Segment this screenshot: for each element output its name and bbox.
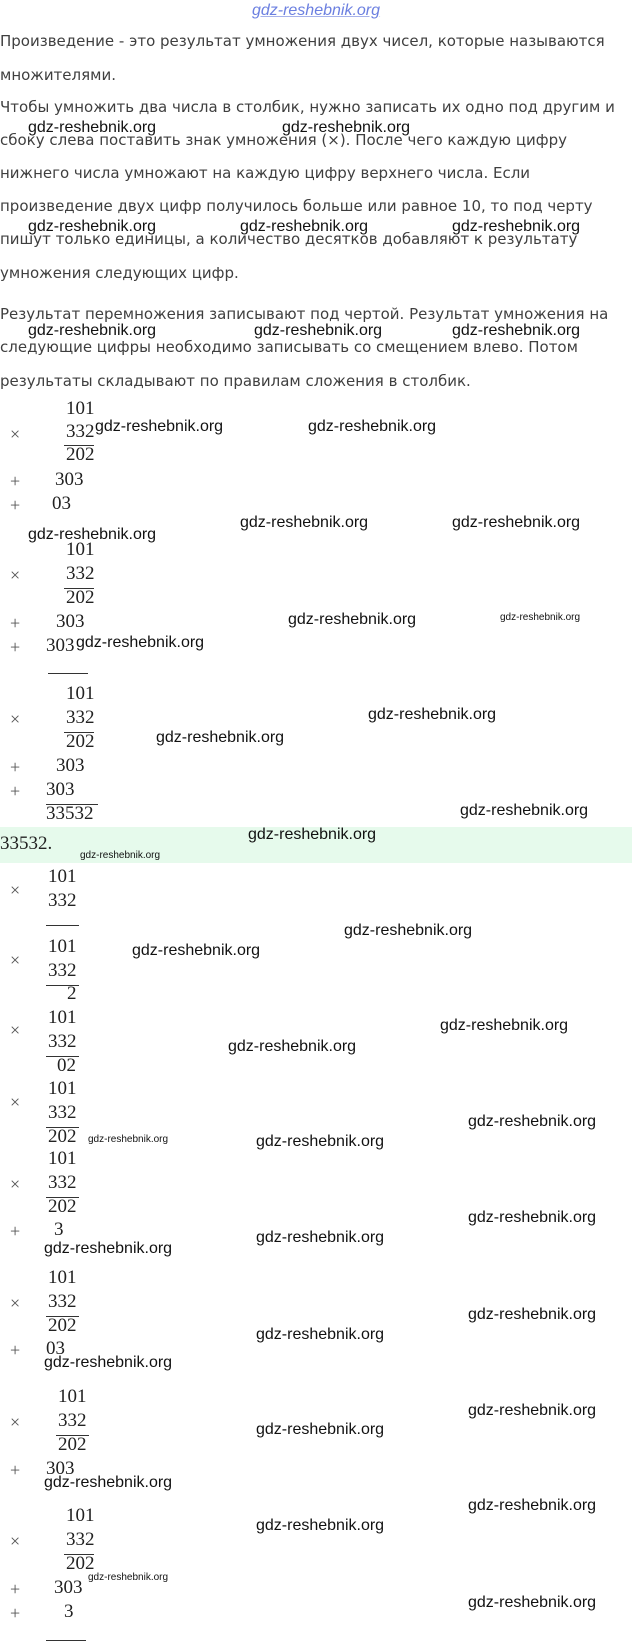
watermark-text: gdz-reshebnik.org — [28, 322, 157, 339]
multiplicand: 101 — [66, 539, 95, 560]
result-bar — [48, 673, 88, 674]
plus-sign: + — [10, 613, 21, 633]
result-bar — [46, 925, 79, 926]
watermark-text: gdz-reshebnik.org — [228, 1038, 357, 1055]
partial-product: 303 — [46, 1458, 75, 1479]
partial-product: 202 — [66, 444, 95, 465]
times-sign: × — [10, 424, 21, 444]
times-sign: × — [10, 1174, 21, 1194]
multiplicand: 101 — [66, 1505, 95, 1526]
partial-product: 202 — [48, 1315, 77, 1336]
multiplicand: 101 — [66, 398, 95, 419]
watermark-text: gdz-reshebnik.org — [44, 1354, 173, 1371]
multiplier: 332 — [66, 1529, 95, 1550]
watermark-text: gdz-reshebnik.org — [468, 1113, 597, 1130]
watermark-text: gdz-reshebnik.org — [452, 514, 581, 531]
multiplicand: 101 — [48, 1078, 77, 1099]
watermark-text: gdz-reshebnik.org — [132, 942, 261, 959]
watermark-text: gdz-reshebnik.org — [44, 1240, 173, 1257]
plus-sign: + — [10, 495, 21, 515]
watermark-text: gdz-reshebnik.org — [500, 612, 581, 623]
partial-product: 303 — [55, 469, 84, 490]
plus-sign: + — [10, 1221, 21, 1241]
partial-product: 02 — [57, 1055, 76, 1076]
times-sign: × — [10, 565, 21, 585]
watermark-text: gdz-reshebnik.org — [256, 1229, 385, 1246]
partial-product: 202 — [66, 1553, 95, 1574]
partial-product: 3 — [64, 1601, 74, 1622]
multiplicand: 101 — [66, 683, 95, 704]
watermark-text: gdz-reshebnik.org — [248, 826, 377, 843]
watermark-text: gdz-reshebnik.org — [88, 1134, 169, 1145]
plus-sign: + — [10, 1460, 21, 1480]
watermark-text: gdz-reshebnik.org — [95, 418, 224, 435]
watermark-text: gdz-reshebnik.org — [256, 1517, 385, 1534]
multiplier: 332 — [58, 1410, 87, 1431]
watermark-text: gdz-reshebnik.org — [44, 1474, 173, 1491]
watermark-text: gdz-reshebnik.org — [468, 1209, 597, 1226]
watermark-text: gdz-reshebnik.org — [28, 119, 157, 136]
times-sign: × — [10, 1412, 21, 1432]
partial-product: 03 — [46, 1338, 65, 1359]
explanation-line: Произведение - это результат умножения двух чисел, которые называются — [0, 32, 605, 50]
multiplicand: 101 — [48, 1148, 77, 1169]
partial-product: 303 — [56, 611, 85, 632]
partial-product: 3 — [54, 1219, 64, 1240]
multiplicand: 101 — [48, 1007, 77, 1028]
times-sign: × — [10, 709, 21, 729]
explanation-line: произведение двух цифр получилось больше или равное 10, то под черту — [0, 197, 593, 215]
watermark-text: gdz-reshebnik.org — [368, 706, 497, 723]
watermark-text: gdz-reshebnik.org — [254, 322, 383, 339]
site-title-link[interactable]: gdz-reshebnik.org — [251, 2, 381, 19]
plus-sign: + — [10, 1340, 21, 1360]
watermark-text: gdz-reshebnik.org — [80, 850, 161, 861]
partial-product: 202 — [48, 1126, 77, 1147]
watermark-text: gdz-reshebnik.org — [460, 802, 589, 819]
multiplicand: 101 — [58, 1386, 87, 1407]
plus-sign: + — [10, 757, 21, 777]
multiplier: 332 — [66, 563, 95, 584]
multiplier: 332 — [48, 1291, 77, 1312]
multiplier: 332 — [48, 960, 77, 981]
explanation-line: множителями. — [0, 66, 116, 84]
watermark-text: gdz-reshebnik.org — [468, 1306, 597, 1323]
times-sign: × — [10, 950, 21, 970]
explanation-line: результаты складывают по правилам сложения в столбик. — [0, 372, 471, 390]
watermark-text: gdz-reshebnik.org — [440, 1017, 569, 1034]
multiplicand: 101 — [48, 936, 77, 957]
multiplier: 332 — [48, 1031, 77, 1052]
multiplier: 332 — [48, 1102, 77, 1123]
times-sign: × — [10, 1293, 21, 1313]
partial-product: 202 — [58, 1434, 87, 1455]
answer-value: 33532. — [0, 833, 53, 854]
watermark-text: gdz-reshebnik.org — [468, 1497, 597, 1514]
times-sign: × — [10, 1531, 21, 1551]
partial-product: 2 — [67, 983, 77, 1004]
explanation-line: следующие цифры необходимо записывать со смещением влево. Потом — [0, 338, 578, 356]
watermark-text: gdz-reshebnik.org — [28, 526, 157, 543]
watermark-text: gdz-reshebnik.org — [468, 1594, 597, 1611]
partial-product: 303 — [46, 779, 75, 800]
watermark-text: gdz-reshebnik.org — [28, 218, 157, 235]
watermark-text: gdz-reshebnik.org — [452, 322, 581, 339]
watermark-text: gdz-reshebnik.org — [256, 1326, 385, 1343]
multiplicand: 101 — [48, 866, 77, 887]
watermark-text: gdz-reshebnik.org — [344, 922, 473, 939]
times-sign: × — [10, 1020, 21, 1040]
explanation-line: умножения следующих цифр. — [0, 264, 239, 282]
watermark-text: gdz-reshebnik.org — [256, 1421, 385, 1438]
explanation-line: Чтобы умножить два числа в столбик, нужно записать их одно под другим и — [0, 98, 615, 116]
partial-product: 03 — [52, 493, 71, 514]
explanation-line: пишут только единицы, а количество десятков добавляют к результату — [0, 230, 578, 248]
times-sign: × — [10, 1092, 21, 1112]
watermark-text: gdz-reshebnik.org — [76, 634, 205, 651]
times-sign: × — [10, 880, 21, 900]
multiplicand: 101 — [48, 1267, 77, 1288]
plus-sign: + — [10, 637, 21, 657]
partial-product: 303 — [46, 635, 75, 656]
watermark-text: gdz-reshebnik.org — [308, 418, 437, 435]
partial-product: 202 — [66, 731, 95, 752]
multiplier: 332 — [48, 1172, 77, 1193]
watermark-text: gdz-reshebnik.org — [240, 218, 369, 235]
watermark-text: gdz-reshebnik.org — [288, 611, 417, 628]
watermark-text: gdz-reshebnik.org — [88, 1572, 169, 1583]
multiplier: 332 — [66, 421, 95, 442]
plus-sign: + — [10, 1579, 21, 1599]
plus-sign: + — [10, 471, 21, 491]
watermark-text: gdz-reshebnik.org — [240, 514, 369, 531]
explanation-line: сбоку слева поставить знак умножения (×). После чего каждую цифру — [0, 131, 568, 149]
partial-product: 202 — [66, 587, 95, 608]
partial-product: 303 — [56, 755, 85, 776]
explanation-line: Результат перемножения записывают под чертой. Результат умножения на — [0, 305, 609, 323]
partial-product: 202 — [48, 1196, 77, 1217]
multiplier: 332 — [48, 890, 77, 911]
watermark-text: gdz-reshebnik.org — [452, 218, 581, 235]
explanation-line: нижнего числа умножают на каждую цифру верхнего числа. Если — [0, 164, 531, 182]
watermark-text: gdz-reshebnik.org — [468, 1402, 597, 1419]
multiplier: 332 — [66, 707, 95, 728]
partial-product: 303 — [54, 1577, 83, 1598]
watermark-text: gdz-reshebnik.org — [156, 729, 285, 746]
watermark-text: gdz-reshebnik.org — [282, 119, 411, 136]
plus-sign: + — [10, 781, 21, 801]
result-bar — [46, 1640, 86, 1641]
watermark-text: gdz-reshebnik.org — [256, 1133, 385, 1150]
plus-sign: + — [10, 1603, 21, 1623]
final-product: 33532 — [46, 803, 94, 824]
